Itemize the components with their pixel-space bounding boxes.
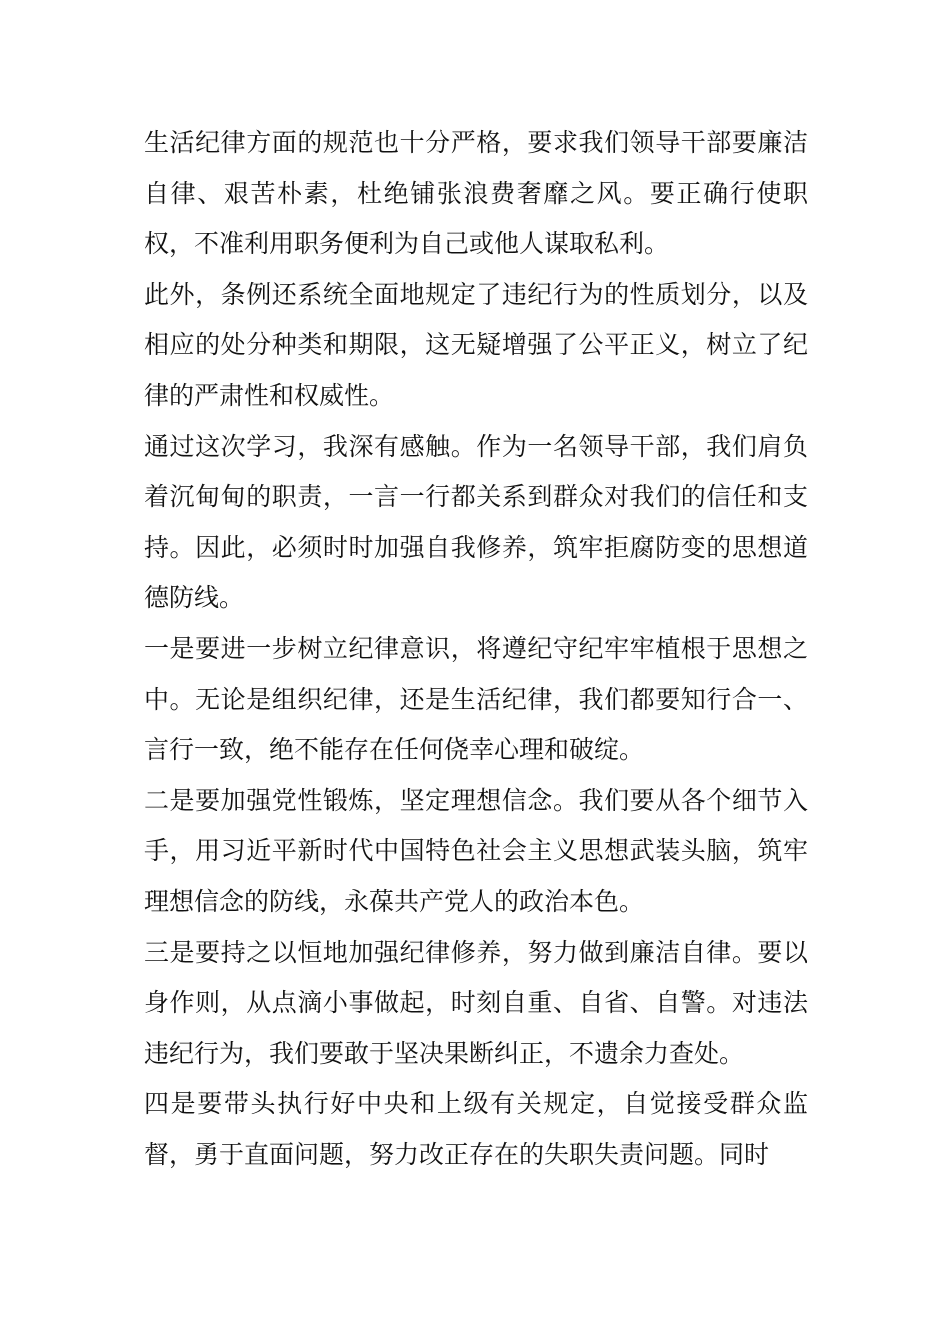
paragraph-point-three: 三是要持之以恒地加强纪律修养，努力做到廉洁自律。要以身作则，从点滴小事做起，时刻自重、自省、自警。对违法违纪行为，我们要敢于坚决果断纠正，不遗余力查处。: [144, 937, 808, 1068]
paragraph-regulations-scope: 此外，条例还系统全面地规定了违纪行为的性质划分，以及相应的处分种类和期限，这无疑增强了公平正义，树立了纪律的严肃性和权威性。: [144, 279, 808, 410]
paragraph-point-two: 二是要加强党性锻炼，坚定理想信念。我们要从各个细节入手，用习近平新时代中国特色社会主义思想武装头脑，筑牢理想信念的防线，永葆共产党人的政治本色。: [144, 785, 808, 916]
paragraph-point-one: 一是要进一步树立纪律意识，将遵纪守纪牢牢植根于思想之中。无论是组织纪律，还是生活纪律，我们都要知行合一、言行一致，绝不能存在任何侥幸心理和破绽。: [144, 633, 808, 765]
paragraph-discipline-life: 生活纪律方面的规范也十分严格，要求我们领导干部要廉洁自律、艰苦朴素，杜绝铺张浪费奢靡之风。要正确行使职权，不准利用职务便利为自己或他人谋取私利。: [144, 128, 808, 259]
document-body: [144, 118, 808, 1180]
paragraph-point-four: 四是要带头执行好中央和上级有关规定，自觉接受群众监督，勇于直面问题，努力改正存在的失职失责问题。同时: [144, 1089, 808, 1169]
paragraph-study-reflection: 通过这次学习，我深有感触。作为一名领导干部，我们肩负着沉甸甸的职责，一言一行都关系到群众对我们的信任和支持。因此，必须时时加强自我修养，筑牢拒腐防变的思想道德防线。: [144, 431, 808, 613]
